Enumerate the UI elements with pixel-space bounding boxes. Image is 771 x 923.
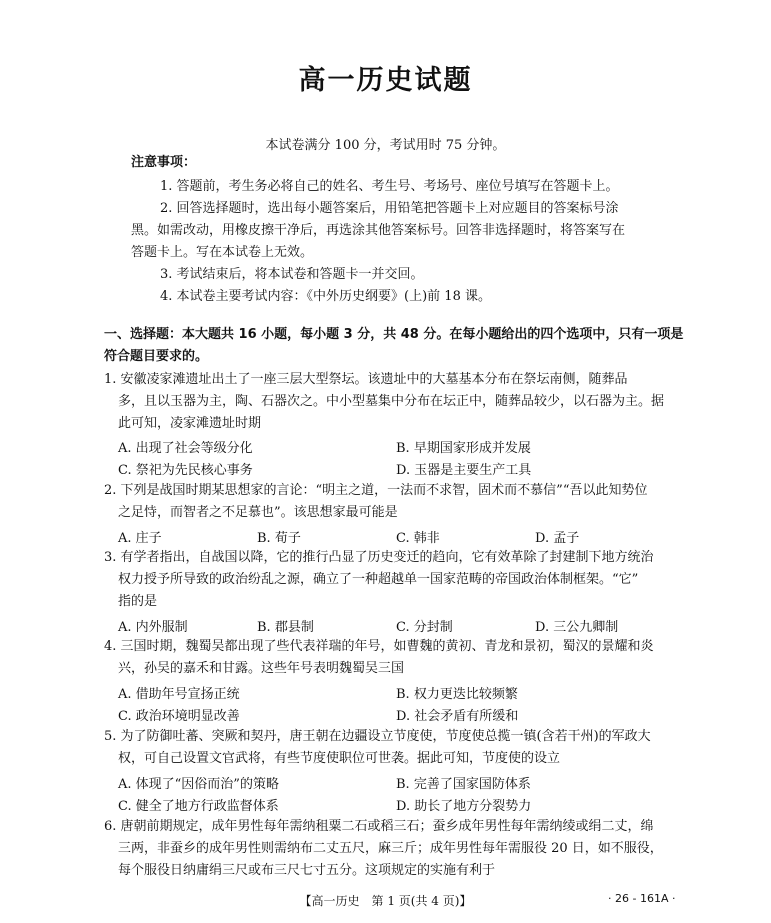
exam-intro: 本试卷满分 100 分，考试用时 75 分钟。 — [265, 138, 506, 153]
note-line: 1. 答题前，考生务必将自己的姓名、考生号、考场号、座位号填写在答题卡上。 — [160, 179, 619, 194]
q2-option-b: B. 荀子 — [257, 531, 301, 546]
q5-option-c: C. 健全了地方行政监督体系 — [118, 799, 279, 814]
question-1-line: 1. 安徽凌家滩遗址出土了一座三层大型祭坛。该遗址中的大墓基本分布在祭坛南侧，随葬品 — [104, 372, 628, 387]
q3-option-a: A. 内外服制 — [118, 620, 188, 635]
question-5-line: 5. 为了防御吐蕃、突厥和契丹，唐王朝在边疆设立节度使，节度使总揽一镇(含若干州)的军政大 — [104, 729, 651, 744]
question-1-line: 多，且以玉器为主，陶、石器次之。中小型墓集中分布在坛正中，随葬品较少，以石器为主。据 — [118, 394, 665, 409]
notes-heading: 注意事项： — [131, 155, 197, 170]
q4-option-b: B. 权力更迭比较频繁 — [396, 687, 518, 702]
question-2-line: 2. 下列是战国时期某思想家的言论：“明主之道，一法而不求智，固术而不慕信”“吾以此知势位 — [104, 483, 648, 498]
q5-option-d: D. 助长了地方分裂势力 — [396, 799, 532, 814]
q1-option-c: C. 祭祀为先民核心事务 — [118, 463, 253, 478]
q5-option-b: B. 完善了国家国防体系 — [396, 777, 531, 792]
q4-option-c: C. 政治环境明显改善 — [118, 709, 240, 724]
q3-option-c: C. 分封制 — [396, 620, 453, 635]
question-3-line: 权力授予所导致的政治纷乱之源，确立了一种超越单一国家范畴的帝国政治体制框架。“它” — [118, 572, 639, 587]
question-3-line: 3. 有学者指出，自战国以降，它的推行凸显了历史变迁的趋向，它有效革除了封建制下地方统治 — [104, 550, 654, 565]
q5-option-a: A. 体现了“因俗而治”的策略 — [118, 777, 279, 792]
question-5-line: 权，可自己设置文官武将，有些节度使职位可世袭。据此可知，节度使的设立 — [118, 751, 561, 766]
q1-option-d: D. 玉器是主要生产工具 — [396, 463, 532, 478]
section-heading-cont: 符合题目要求的。 — [104, 349, 209, 364]
page-footer: 【高一历史 第 1 页(共 4 页)】 — [299, 894, 472, 908]
q2-option-c: C. 韩非 — [396, 531, 440, 546]
question-6-line: 每个服役日纳庸绢三尺或布三尺七寸五分。这项规定的实施有利于 — [118, 863, 496, 878]
question-3-line: 指的是 — [118, 594, 158, 609]
question-4-line: 4. 三国时期，魏蜀吴都出现了些代表祥瑞的年号，如曹魏的黄初、青龙和景初，蜀汉的景耀和炎 — [104, 639, 654, 654]
q2-option-a: A. 庄子 — [118, 531, 162, 546]
question-2-line: 之足恃，而智者之不足慕也”。该思想家最可能是 — [118, 505, 398, 520]
note-line: 黑。如需改动，用橡皮擦干净后，再选涂其他答案标号。回答非选择题时，将答案写在 — [131, 223, 626, 238]
q3-option-d: D. 三公九卿制 — [535, 620, 619, 635]
question-1-line: 此可知，凌家滩遗址时期 — [118, 416, 262, 431]
note-line: 4. 本试卷主要考试内容：《中外历史纲要》(上)前 18 课。 — [160, 289, 491, 304]
exam-code: · 26 - 161A · — [608, 892, 676, 905]
note-line: 答题卡上。写在本试卷上无效。 — [131, 245, 314, 260]
q1-option-a: A. 出现了社会等级分化 — [118, 441, 253, 456]
q4-option-d: D. 社会矛盾有所缓和 — [396, 709, 519, 724]
q4-option-a: A. 借助年号宣扬正统 — [118, 687, 240, 702]
q3-option-b: B. 郡县制 — [257, 620, 314, 635]
section-heading: 一、选择题：本大题共 16 小题，每小题 3 分，共 48 分。在每小题给出的四个选项中，只有一项是 — [104, 327, 684, 342]
question-6-line: 6. 唐朝前期规定，成年男性每年需纳租粟二石或稻三石；蚕乡成年男性每年需纳绫或绢二丈，绵 — [104, 819, 654, 834]
q1-option-b: B. 早期国家形成并发展 — [396, 441, 531, 456]
question-4-line: 兴，孙吴的嘉禾和甘露。这些年号表明魏蜀吴三国 — [118, 661, 405, 676]
note-line: 3. 考试结束后，将本试卷和答题卡一并交回。 — [160, 267, 424, 282]
note-line: 2. 回答选择题时，选出每小题答案后，用铅笔把答题卡上对应题目的答案标号涂 — [160, 201, 619, 216]
question-6-line: 三两，非蚕乡的成年男性则需纳布二丈五尺，麻三斤；成年男性每年需服役 20 日，如不服役， — [118, 841, 663, 856]
q2-option-d: D. 孟子 — [535, 531, 580, 546]
page-title: 高一历史试题 — [298, 65, 473, 96]
